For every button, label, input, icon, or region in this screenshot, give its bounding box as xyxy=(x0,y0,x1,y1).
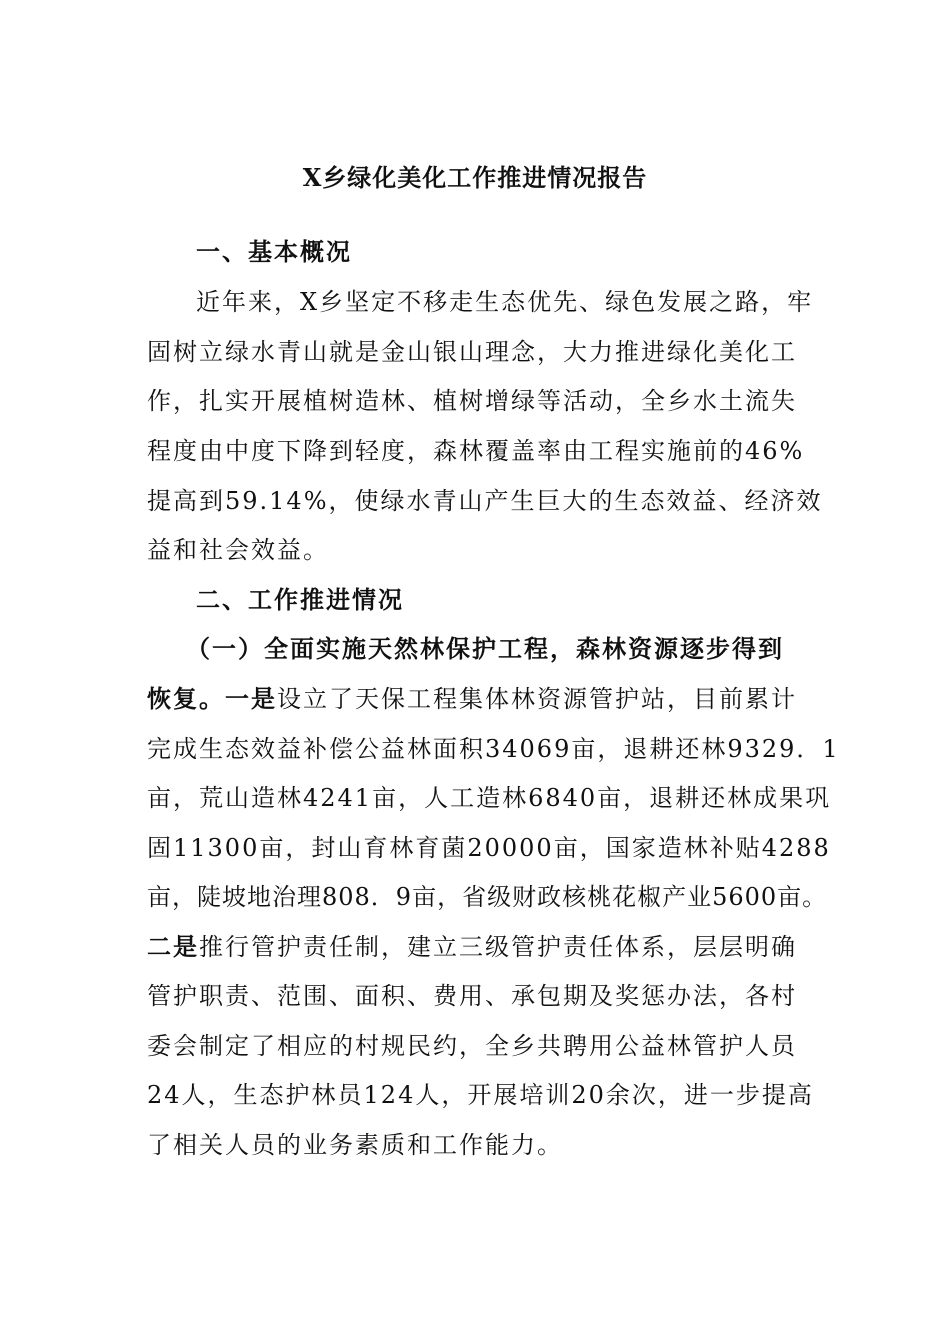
paragraph-line: 了相关人员的业务素质和工作能力。 xyxy=(147,1131,563,1159)
paragraph-text: 推行管护责任制，建立三级管护责任体系，层层明确 xyxy=(199,933,797,961)
paragraph-line: 完成生态效益补偿公益林面积34069亩，退耕还林9329．1 xyxy=(147,735,840,763)
paragraph-line: 亩，荒山造林4241亩，人工造林6840亩，退耕还林成果巩 xyxy=(147,784,832,812)
section-heading-progress: 二、工作推进情况 xyxy=(196,585,404,614)
paragraph-line: 益和社会效益。 xyxy=(147,536,329,564)
section-heading-overview: 一、基本概况 xyxy=(196,237,352,266)
paragraph-line: 固11300亩，封山育林育菌20000亩，国家造林补贴4288 xyxy=(147,834,831,862)
paragraph-line: 24人，生态护林员124人，开展培训20余次，进一步提高 xyxy=(147,1081,814,1109)
paragraph-line: 固树立绿水青山就是金山银山理念，大力推进绿化美化工 xyxy=(147,338,797,366)
document-title: X乡绿化美化工作推进情况报告 xyxy=(302,163,648,192)
point-label-second: 二是 xyxy=(147,932,199,961)
paragraph-line: 亩，陡坡地治理808．9亩，省级财政核桃花椒产业5600亩。 xyxy=(147,883,828,911)
paragraph-text: 设立了天保工程集体林资源管护站，目前累计 xyxy=(277,685,797,713)
point-label-first: 一是 xyxy=(225,684,277,713)
paragraph-line-mixed xyxy=(147,927,797,967)
paragraph-line: 委会制定了相应的村规民约，全乡共聘用公益林管护人员 xyxy=(147,1032,797,1060)
paragraph-line: 管护职责、范围、面积、费用、承包期及奖惩办法，各村 xyxy=(147,982,797,1010)
paragraph-line-mixed xyxy=(147,679,797,719)
paragraph-line: 提高到59.14%，使绿水青山产生巨大的生态效益、经济效 xyxy=(147,487,823,515)
paragraph-line: 近年来，X乡坚定不移走生态优先、绿色发展之路，牢 xyxy=(196,288,814,316)
paragraph-line: 作，扎实开展植树造林、植树增绿等活动，全乡水土流失 xyxy=(147,387,797,415)
subsection-heading-end: 恢复。 xyxy=(147,684,225,713)
subsection-heading: （一）全面实施天然林保护工程，森林资源逐步得到 xyxy=(186,634,784,663)
paragraph-line: 程度由中度下降到轻度，森林覆盖率由工程实施前的46% xyxy=(147,437,805,465)
